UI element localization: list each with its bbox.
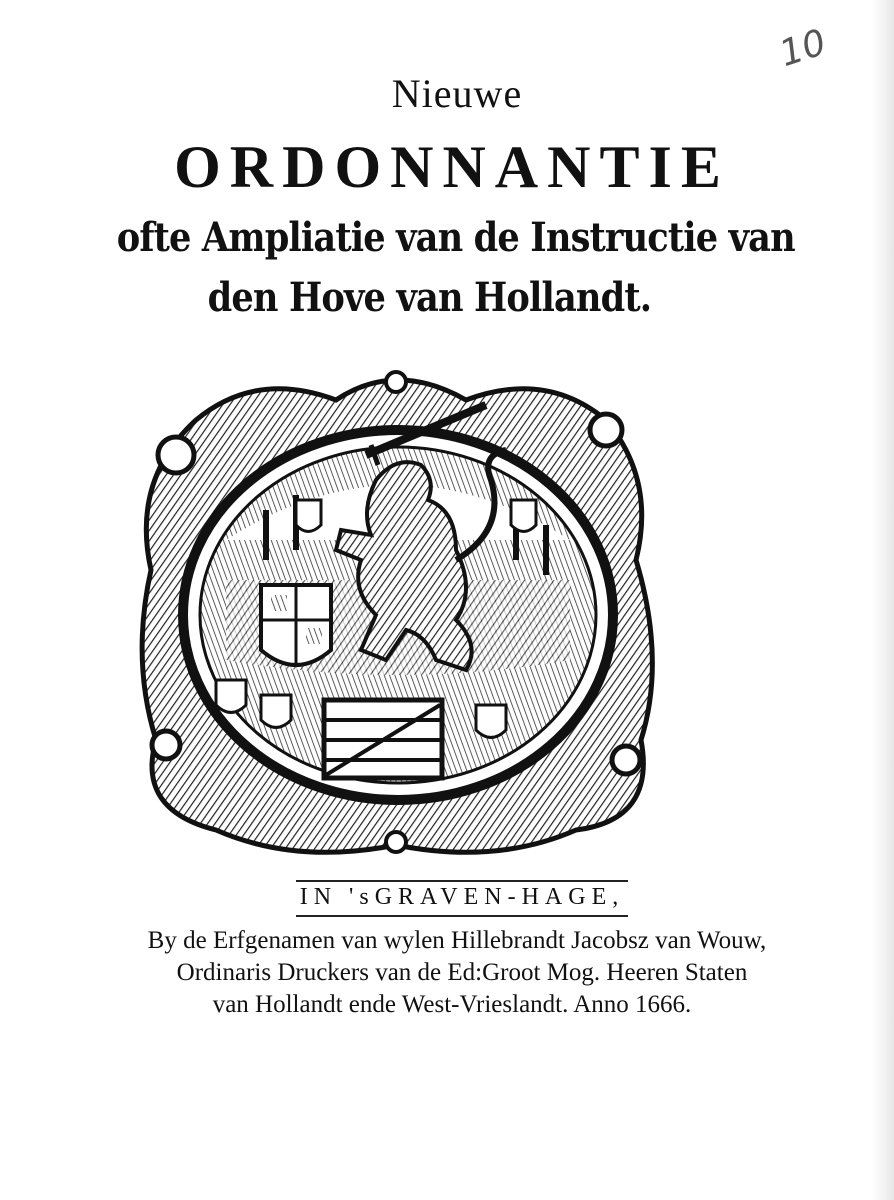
- imprint-city: IN 'sGRAVEN-HAGE,: [296, 880, 629, 917]
- title-line-2: ORDONNANTIE: [174, 134, 730, 200]
- shelfmark-number: 10: [774, 21, 832, 76]
- title-block: [0, 68, 894, 328]
- imprint-line-2: Ordinaris Druckers van de Ed:Groot Mog. Heeren Staten: [176, 959, 748, 986]
- title-line-1: Nieuwe: [391, 71, 523, 116]
- imprint-line-1: By de Erfgenamen van wylen Hillebrandt Jacobsz van Wouw,: [147, 927, 767, 954]
- title-line-4: den Hove van Hollandt.: [207, 274, 652, 321]
- title-line-3: ofte Ampliatie van de Instructie van: [116, 214, 795, 261]
- lion-of-holland-woodcut-icon: [136, 360, 656, 860]
- imprint-block: [0, 880, 894, 1021]
- imprint-line-3: van Hollandt ende West-Vrieslandt. Anno 1666.: [212, 991, 692, 1018]
